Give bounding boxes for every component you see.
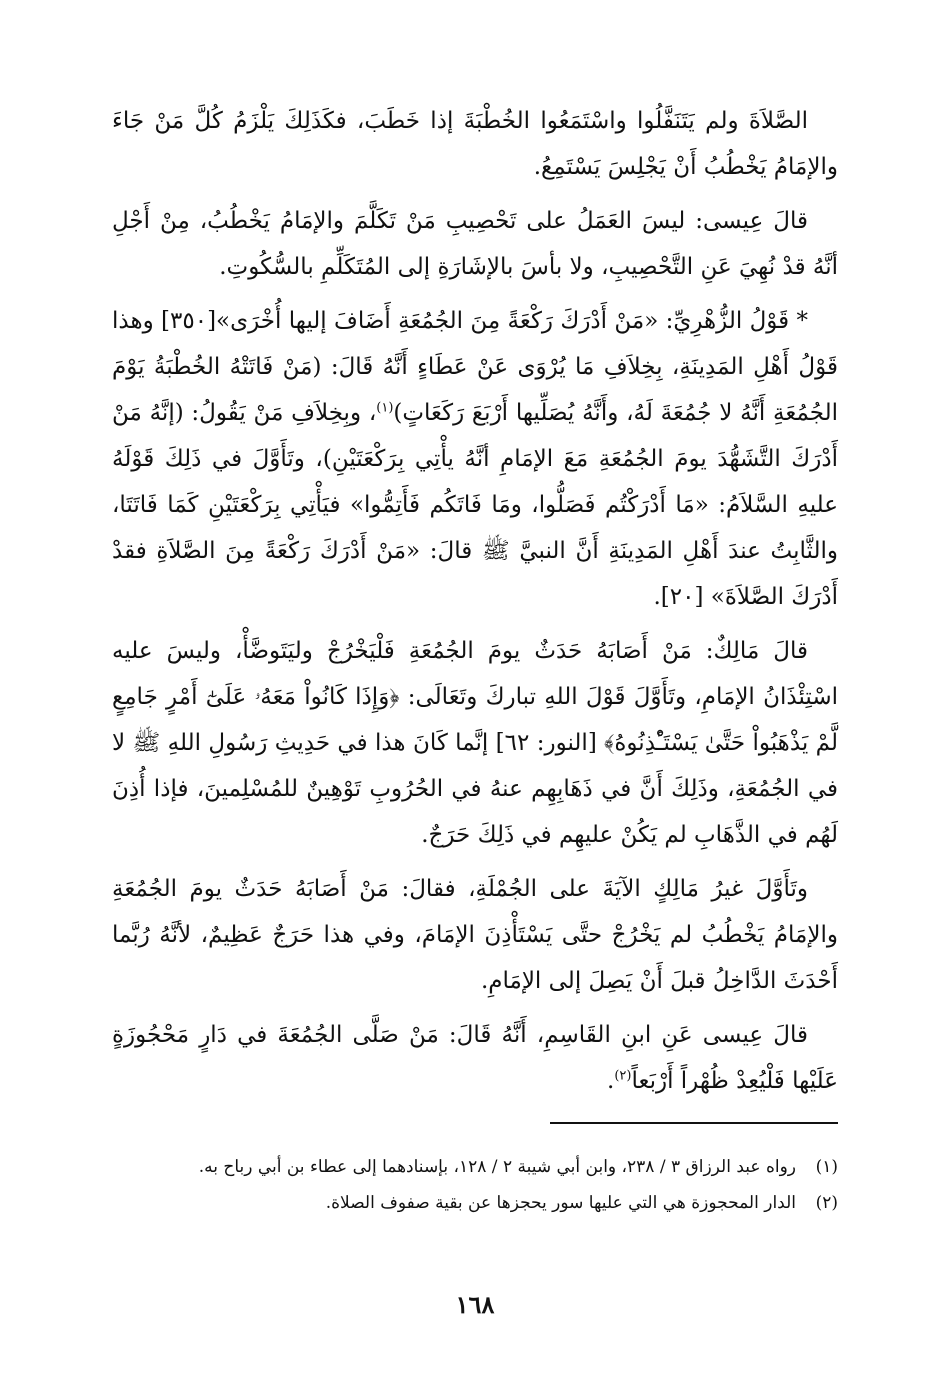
paragraph-text: الصَّلاَةَ ولم يَتَنَفَّلُوا واسْتَمَعُوا الخُطْبَةَ إذا خَطَبَ، فكَذَلِكَ يَلْزَمُ كُلَّ مَنْ جَاءَ والإمَامُ يَخْطُبُ أَنْ يَجْلِسَ يَسْتَمِعُ.	[112, 108, 838, 180]
footnotes	[112, 1150, 838, 1222]
paragraph-text: * قَوْلُ الزُّهْرِيِّ: «مَنْ أَدْرَكَ رَكْعَةً مِنَ الجُمُعَةِ أَضَافَ إليها أُخْرَى»[٣٥٠] وهذا قَوْلُ أَهْلِ المَدِينَةِ، بِخِلاَفِ مَا يُرْوَى عَنْ عَطَاءٍ أَنَّهُ قَالَ: (مَنْ فَاتَتْهُ الخُطْبَةُ يَوْمَ الجُمُعَةِ أَنَّهُ لا جُمُعَةَ لَهُ، وأَنَّهُ يُصَلِّيها أَرْبَعَ رَكَعَاتٍ)	[112, 308, 838, 426]
paragraph-text: .	[607, 1068, 615, 1094]
footnote-text: الدار المحجوزة هي التي عليها سور يحجزها عن بقية صفوف الصلاة.	[325, 1193, 796, 1213]
paragraph-text: ، وبِخِلاَفِ مَنْ يَقُولُ: (إنَّهُ مَنْ أَدْرَكَ التَّشَهُّدَ يومَ الجُمُعَةِ مَعَ الإمَامِ أنَّهُ يأْتِي بِرَكْعَتَيْنِ)، وتَأَوَّلَ في ذَلِكَ قَوْلَهُ عليهِ السَّلاَمُ: «مَا أَدْرَكْتُم فَصَلُّوا، ومَا فَاتَكُم فَأَتِمُّوا» فيَأْتِي بِرَكْعَتَيْنِ كَمَا فَاتَتَا، والثَّابِتُ عندَ أَهْلِ المَدِينَةِ أَنَّ النبيَّ ﷺ قالَ: «مَنْ أَدْرَكَ رَكْعَةً مِنَ الصَّلاَةِ فقدْ أَدْرَكَ الصَّلاَةَ» [٢٠].	[112, 400, 838, 610]
footnote-number: (١)	[815, 1157, 838, 1177]
footnote-number: (٢)	[815, 1193, 838, 1213]
paragraph-text: وتَأَوَّلَ غيرُ مَالِكٍ الآيَةَ على الجُمْلَةِ، فقالَ: مَنْ أَصَابَهُ حَدَثٌ يومَ الجُمُعَةِ والإمَامُ يَخْطُبُ لم يَخْرُجْ حتَّى يَسْتَأْذِنَ الإمَامَ، وفي هذا حَرَجٌ عَظِيمٌ، لأنَّهُ رُبَّما أَحْدَثَ الدَّاخِلُ قبلَ أَنْ يَصِلَ إلى الإمَامِ.	[112, 876, 838, 994]
footnote-text: رواه عبد الرزاق ٣ / ٢٣٨، وابن أبي شيبة ٢ / ١٢٨، بإسنادهما إلى عطاء بن أبي رباح به.	[198, 1157, 796, 1177]
paragraph-text: قالَ مَالِكٌ: مَنْ أَصَابَهُ حَدَثٌ يومَ الجُمُعَةِ فَلْيَخْرُجْ وليَتَوضَّأْ، وليسَ عليه اسْتِئْذَانُ الإمَامِ، وتَأَوَّلَ قَوْلَ اللهِ تباركَ وتَعَالَى: ﴿وَإِذَا كَانُواْ مَعَهُۥ عَلَىٰٓ أَمْرٍ جَامِعٍ لَّمْ يَذْهَبُواْ حَتَّىٰ يَسْتَـْٔذِنُوهُ﴾ [النور: ٦٢] إنَّما كَانَ هذا في حَدِيثِ رَسُولِ اللهِ ﷺ لا في الجُمُعَةِ، وذَلِكَ أَنَّ في ذَهَابِهِم عنهُ في الحُرُوبِ تَوْهِينٌ للمُسْلِمينَ، فإذا أُذِنَ لَهُم في الذَّهَابِ لم يَكُنْ عليهِم في ذَلِكَ حَرَجٌ.	[112, 638, 838, 848]
footnote-item	[112, 1150, 838, 1184]
paragraph-text: قالَ عِيسى: ليسَ العَمَلُ على تَحْصِيبِ مَنْ تَكَلَّمَ والإمَامُ يَخْطُبُ، مِنْ أَجْلِ أنَّهُ قدْ نُهِيَ عَنِ التَّحْصِيبِ، ولا بأسَ بالإشَارَةِ إلى المُتَكَلِّمِ بالسُّكُوتِ.	[112, 208, 838, 280]
main-text	[112, 98, 838, 1112]
footnote-item	[112, 1186, 838, 1220]
paragraph-ibn-qasim	[112, 1012, 838, 1104]
footnote-divider	[550, 1122, 838, 1124]
footnote-ref-1[interactable]: (١)	[376, 400, 394, 416]
paragraph-isa-tahsib	[112, 198, 838, 290]
paragraph-zuhri	[112, 298, 838, 620]
paragraph-malik	[112, 628, 838, 858]
footnote-ref-2[interactable]: (٢)	[614, 1068, 632, 1084]
paragraph-ghayr-malik	[112, 866, 838, 1004]
paragraph-continuation	[112, 98, 838, 190]
paragraph-text: قالَ عِيسى عَنِ ابنِ القَاسِمِ، أَنَّهُ قَالَ: مَنْ صَلَّى الجُمُعَةَ في دَارٍ مَحْجُوزَةٍ عَلَيْها فَلْيُعِدْ ظُهْراً أَرْبَعاً	[112, 1022, 838, 1094]
page-number: ١٦٨	[455, 1290, 495, 1319]
